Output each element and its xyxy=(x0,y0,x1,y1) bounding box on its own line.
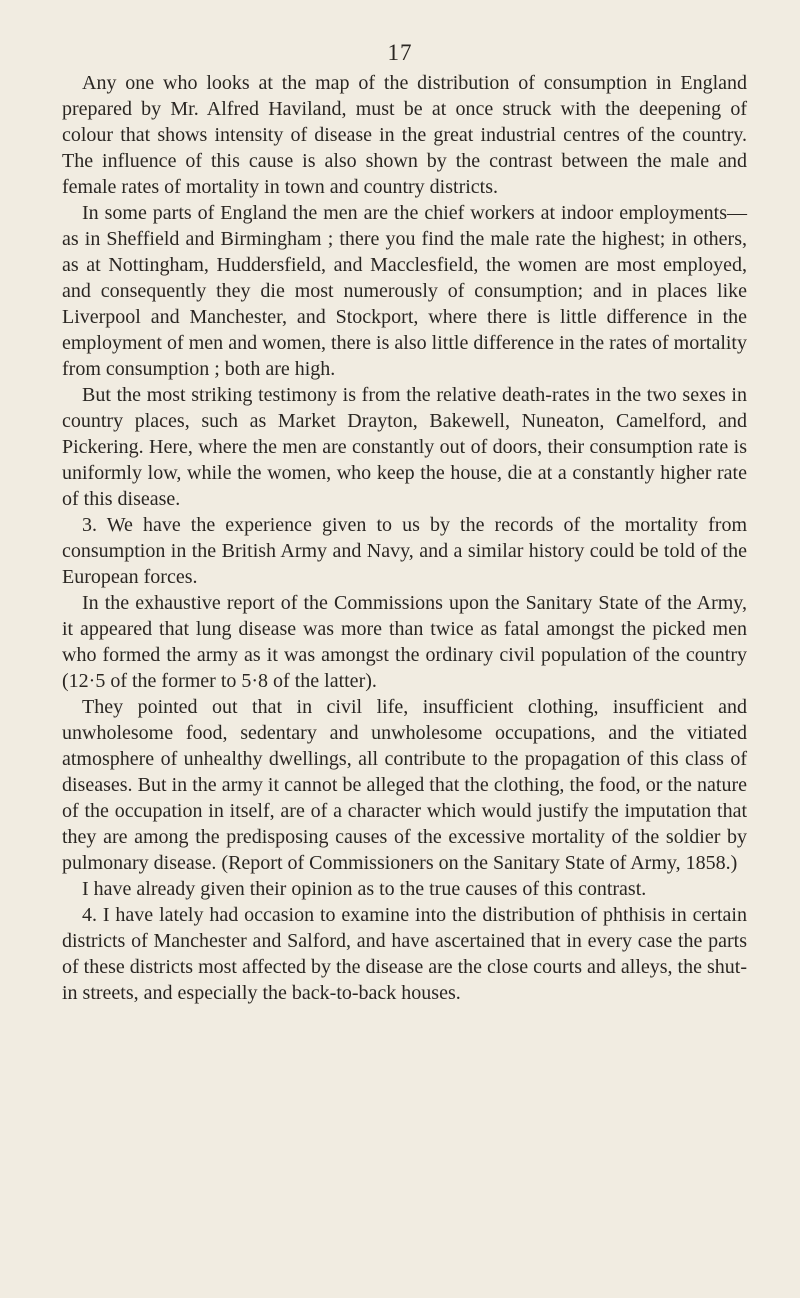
paragraph: But the most striking testimony is from the relative death-rates in the two sexes in country places, such as Market Drayton, Bakewell, Nuneaton, Camelford, and Pickering. Here, where the men are constantly out of doors, their consumption rate is uniformly low, while the women, who keep the house, die at a constantly higher rate of this disease. xyxy=(62,384,747,510)
paragraph: In the exhaustive report of the Commissions upon the Sanitary State of the Army, it appeared that lung disease was more than twice as fatal amongst the picked men who formed the army as it was amongst the ordinary civil population of the country (12·5 of the former to 5·8 of the latter). xyxy=(62,592,747,692)
paragraph: I have already given their opinion as to the true causes of this contrast. xyxy=(82,878,647,900)
body-text xyxy=(62,70,747,1006)
paragraph: Any one who looks at the map of the distribution of consumption in England prepared by Mr. Alfred Haviland, must be at once struck with the deepening of colour that shows intensity of disease in the great industrial centres of the country. The influence of this cause is also shown by the contrast between the male and female rates of mortality in town and country districts. xyxy=(62,72,747,198)
paragraph: In some parts of England the men are the chief workers at indoor employments—as in Sheffield and Birmingham ; there you find the male rate the highest; in others, as at Nottingham, Huddersfield, and Macclesfield, the women are most employed, and consequently they die most numerously of consumption; and in places like Liverpool and Manchester, and Stockport, where there is little difference in the employment of men and women, there is also little difference in the rates of mortality from consumption ; both are high. xyxy=(62,202,747,380)
paragraph: They pointed out that in civil life, insufficient clothing, insufficient and unwholesome food, sedentary and unwholesome occupations, and the vitiated atmosphere of unhealthy dwellings, all contribute to the propagation of this class of diseases. But in the army it cannot be alleged that the clothing, the food, or the nature of the occupation in itself, are of a character which would justify the imputation that they are among the predisposing causes of the excessive mortality of the soldier by pulmonary disease. (Report of Commissioners on the Sanitary State of Army, 1858.) xyxy=(62,696,747,874)
page-number: 17 xyxy=(387,40,413,65)
paragraph: 4. I have lately had occasion to examine into the distribution of phthisis in certain districts of Manchester and Salford, and have ascertained that in every case the parts of these districts most affected by the disease are the close courts and alleys, the shut-in streets, and especially the back-to-back houses. xyxy=(62,904,747,1004)
paragraph: 3. We have the experience given to us by the records of the mortality from consumption in the British Army and Navy, and a similar history could be told of the European forces. xyxy=(62,514,747,588)
